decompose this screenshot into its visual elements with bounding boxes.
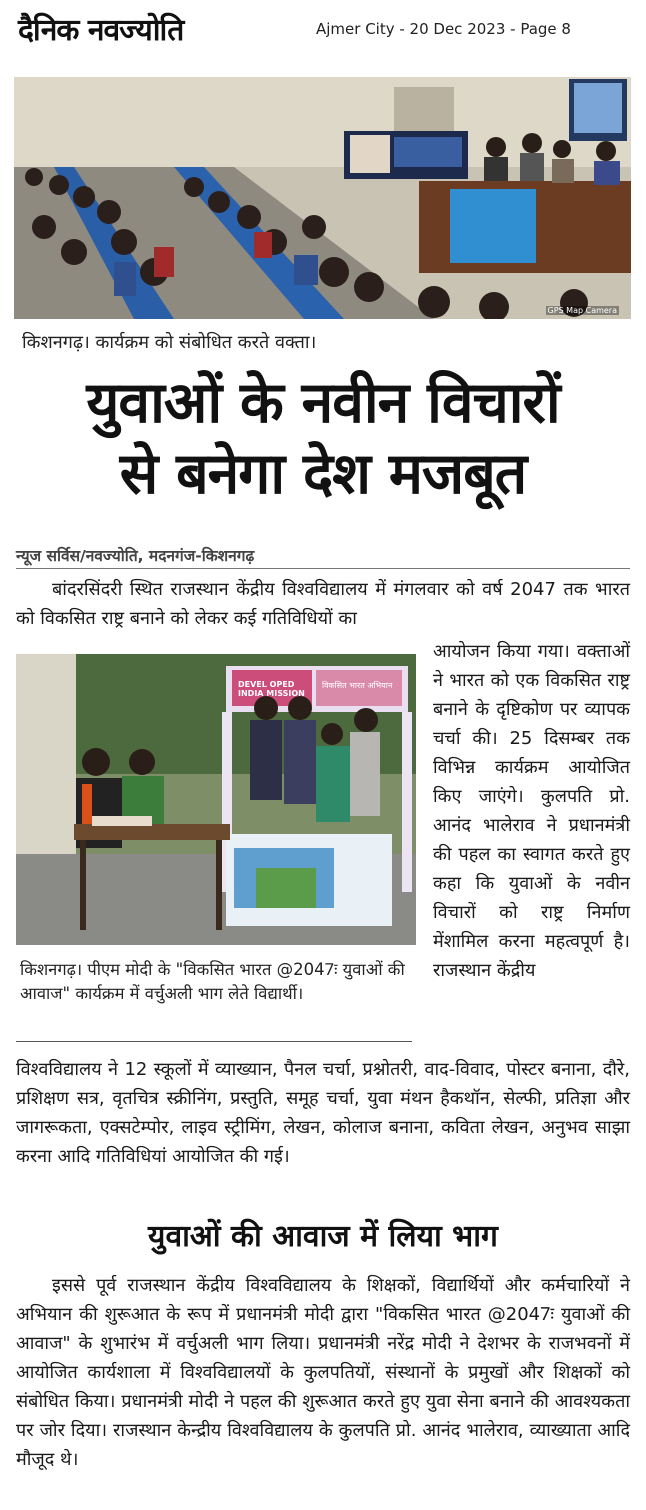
caption-divider (16, 1041, 412, 1042)
divider (16, 568, 630, 569)
auditorium-photo (14, 77, 631, 319)
byline: न्यूज सर्विस/नवज्योति, मदनगंज-किशनगढ़ (16, 547, 255, 565)
gps-camera-watermark: GPS Map Camera (547, 306, 617, 315)
photo-caption-1: किशनगढ़। कार्यक्रम को संबोधित करते वक्ता। (22, 332, 317, 353)
headline-line-1: युवाओं के नवीन विचारों (86, 370, 560, 436)
paragraph-2: इससे पूर्व राजस्थान केंद्रीय विश्वविद्यालय के शिक्षकों, विद्यार्थियों और कर्मचारियों ने अभियान की शुरूआत के रूप में प्रधानमंत्री मोदी द्वारा "विकसित भारत @2047ः युवाओं की आवाज" के शुभारंभ में वर्चुअली भाग लिया। प्रधानमंत्री नरेंद्र मोदी ने देशभर के राजभवनों में आयोजित कार्यशाला में विश्वविद्यालयों के कुलपतियों, संस्थानों के प्रमुखों और शिक्षकों को संबोधित किया। प्रधानमंत्री मोदी ने पहल की शुरूआत करते हुए युवा सेना बनाने की आवश्यकता पर जोर दिया। राजस्थान केन्द्रीय विश्वविद्यालय के कुलपति प्रो. आनंद भालेराव, व्याख्याता आदि मौजूद थे। (16, 1275, 630, 1470)
subheading: युवाओं की आवाज में लिया भाग (148, 1219, 498, 1254)
edition-info: Ajmer City - 20 Dec 2023 - Page 8 (316, 20, 571, 38)
headline-line-2: से बनेगा देश मजबूत (119, 441, 527, 507)
newspaper-masthead: दैनिक नवज्योति (18, 13, 184, 48)
booth-banner-hindi: विकसित भारत अभियान (322, 681, 393, 690)
students-booth-photo (16, 654, 416, 945)
paragraph-1-column: आयोजन किया गया। वक्ताओं ने भारत को एक विकसित राष्ट्र बनाने के दृष्टिकोण पर व्यापक चर्चा की। 25 दिसम्बर तक विभिन्न कार्यक्रम आयोजित किए जाएंगे। कुलपति प्रो. आनंद भालेराव ने प्रधानमंत्री की पहल का स्वागत करते हुए कहा कि युवाओं के नवीन विचारों को राष्ट्र निर्माण मेंशामिल करना महत्वपूर्ण है। राजस्थान केंद्रीय (433, 641, 630, 981)
paragraph-1-continued: विश्वविद्यालय ने 12 स्कूलों में व्याख्यान, पैनल चर्चा, प्रश्नोतरी, वाद-विवाद, पोस्टर बनाना, दौरे, प्रशिक्षण सत्र, वृतचित्र स्क्रीनिंग, प्रस्तुति, समूह चर्चा, युवा मंथन हैकथॉन, सेल्फी, प्रतिज्ञा और जागरूकता, एक्सटेम्पोर, लाइव स्ट्रीमिंग, लेखन, कोलाज बनाना, कविता लेखन, अनुभव साझा करना आदि गतिविधियां आयोजित की गई। (16, 1059, 630, 1167)
booth-banner-text: DEVEL OPED INDIA MISSION (238, 680, 305, 698)
paragraph-1-intro: बांदरसिंदरी स्थित राजस्थान केंद्रीय विश्वविद्यालय में मंगलवार को वर्ष 2047 तक भारत को विकसित राष्ट्र बनाने को लेकर कई गतिविधियों का (16, 579, 630, 629)
headline (0, 368, 646, 510)
photo-caption-2: किशनगढ़। पीएम मोदी के "विकसित भारत @2047ः युवाओं की आवाज" कार्यक्रम में वर्चुअली भाग लेते विद्यार्थी। (20, 960, 405, 1003)
